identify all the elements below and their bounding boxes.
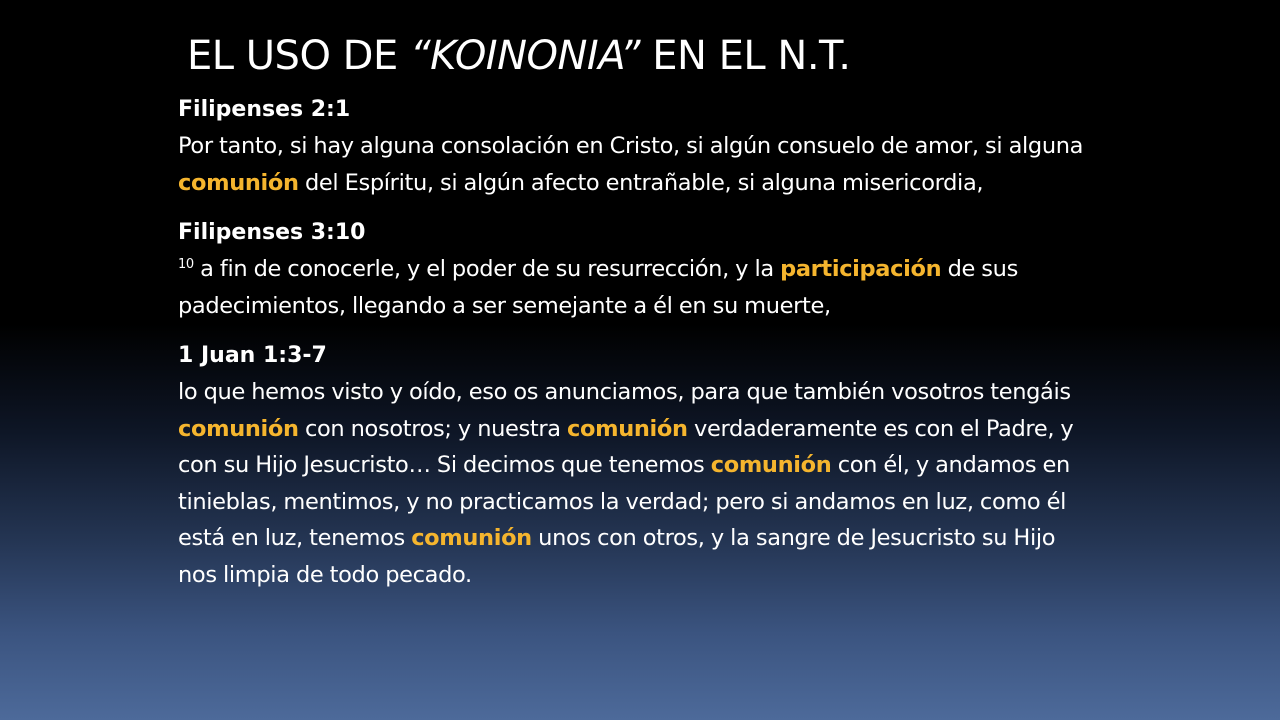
text-segment: de sus padecimientos, llegando a ser semejante a él en su muerte, — [178, 256, 1018, 319]
text-segment: Por tanto, si hay alguna consolación en Cristo, si algún consuelo de amor, si alguna — [178, 133, 1084, 159]
highlighted-word: comunión — [567, 415, 688, 442]
text-segment: del Espíritu, si algún afecto entrañable, si alguna misericordia, — [298, 169, 984, 196]
title-text-end: EN EL N.T. — [640, 33, 851, 79]
highlighted-word: comunión — [178, 169, 299, 196]
highlighted-word: participación — [780, 256, 942, 282]
slide-title — [187, 28, 850, 84]
text-segment: lo que hemos visto y oído, eso os anunciamos, para que también vosotros tengáis — [178, 379, 1071, 405]
passage-text — [178, 128, 1098, 201]
title-koinonia: “KOINONIA” — [409, 33, 640, 79]
passage-filipenses-3-10 — [178, 215, 1098, 324]
highlighted-word: comunión — [411, 525, 532, 551]
passage-1-juan-1-3-7 — [178, 338, 1098, 593]
passage-reference: 1 Juan 1:3-7 — [178, 343, 327, 368]
passage-reference: Filipenses 3:10 — [178, 220, 366, 245]
passage-text — [178, 251, 1098, 324]
title-text-start: EL USO DE — [187, 33, 410, 79]
passage-filipenses-2-1 — [178, 92, 1098, 201]
highlighted-word: comunión — [178, 415, 299, 442]
passage-text — [178, 374, 1098, 593]
text-segment: a fin de conocerle, y el poder de su resurrección, y la — [193, 256, 781, 282]
passage-reference: Filipenses 2:1 — [178, 97, 351, 122]
text-segment: con él, y andamos en tinieblas, mentimos, y no practicamos la verdad; pero si andamos en luz, como él está en luz, tenemos — [178, 452, 1070, 551]
passages-container — [178, 92, 1098, 593]
highlighted-word: comunión — [710, 452, 832, 478]
verse-number: 10 — [178, 257, 194, 272]
text-segment: unos con otros, y la sangre de Jesucristo su Hijo nos limpia de todo pecado. — [178, 525, 1056, 588]
text-segment: con nosotros; y nuestra — [298, 415, 568, 442]
text-segment: verdaderamente es con el Padre, y con su Hijo Jesucristo… Si decimos que tenemos — [178, 415, 1074, 478]
